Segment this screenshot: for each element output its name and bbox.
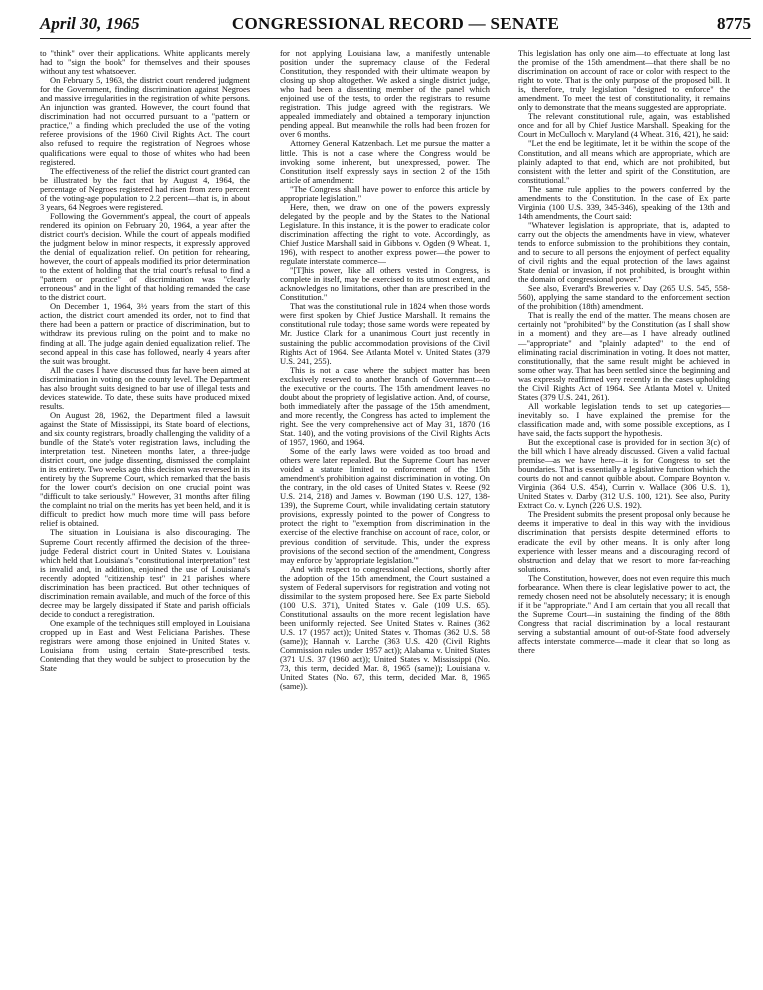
paragraph: The situation in Louisiana is also discouraging. The Supreme Court recently affirmed the decision of the three-judge Federal district court in United States v. Louisiana which held that Louisiana's "constitutional interpretation" test is invalid and, in addition, enjoined the use of Louisiana's recently adopted "citizenship test" in 21 parishes where discrimination has been practiced. But other techniques of discrimination remain available, and much of the force of this decree may be largely dissipated if State and parish officials decide to conduct a reregistration.: [40, 527, 250, 619]
paragraph: The President submits the present proposal only because he deems it imperative to deal in this way with the invidious discrimination that persists despite determined efforts to eradicate the evil by other means. It is only after long experience with lesser means and a discouraging record of obstruction and delay that we resort to more far-reaching solutions.: [518, 509, 730, 574]
paragraph: See also, Everard's Breweries v. Day (265 U.S. 545, 558-560), applying the same standard to the enforcement section of the prohibition (18th) amendment.: [518, 283, 730, 312]
paragraph: The effectiveness of the relief the district court granted can be illustrated by the fact that by August 4, 1964, the percentage of Negroes registered had risen from zero percent of the voting-age population to 2.2 percent—that is, in about 3 years, 64 Negroes were registered.: [40, 165, 250, 212]
paragraph: Following the Government's appeal, the court of appeals rendered its opinion on February 20, 1964, a year after the district court's decision. While the court of appeals modified the judgment below in minor respects, it expressly approved the denial of equalization relief. On petition for rehearing, however, the court of appeals modified its prior determination to the extent of holding that the trial court's refusal to find a "pattern or practice" of discrimination was "clearly erroneous" and in the light of that holding remanded the case to the district court.: [40, 210, 250, 303]
paragraph: to "think" over their applications. White applicants merely had to "sign the book" for themselves and their spouses without any test whatsoever.: [40, 49, 250, 77]
paragraph: Attorney General Katzenbach. Let me pursue the matter a little. This is not a case where the Congress would be invoking some inherent, but unexpressed, power. The Constitution itself expressly says in section 2 of the 15th article of amendment:: [280, 138, 490, 185]
paragraph: All the cases I have discussed thus far have been aimed at discrimination in voting on the county level. The Department has also brought suits designed to bar use of illegal tests and devices statewide. To date, these suits have produced mixed results.: [40, 364, 250, 411]
paragraph: That is really the end of the matter. The means chosen are certainly not "prohibited" by the Constitution (as I shall show in a moment) and they are—as I have already outlined—"appropriate" and "plainly adapted" to the end of eliminating racial discrimination in voting. It does not matter, constitutionally, that the same result might be achieved in some other way. That has been settled since the beginning and was expressly reaffirmed very recently in the cases upholding the Civil Rights Act of 1964. See Atlanta Motel v. United States (379 U.S. 241, 261).: [518, 310, 730, 402]
header-date: April 30, 1965: [40, 14, 140, 33]
paragraph: This legislation has only one aim—to effectuate at long last the promise of the 15th amendment—that there shall be no discrimination on account of race or color with respect to the right to vote. That is the only purpose of the proposed bill. It is, therefore, truly legislation "designed to enforce" the amendment. To meet the test of constitutionality, it remains only to demonstrate that the means suggested are appropriate.: [518, 49, 730, 113]
paragraph: The Constitution, however, does not even require this much forbearance. When there is clear legislative power to act, the remedy chosen need not be absolutely necessary; it is enough if it be "appropriate." And I am certain that you all recall that the Supreme Court—in sustaining the finding of the 88th Congress that racial discrimination by a local restaurant serving a substantial amount of out-of-State food adversely affects interstate commerce—made it clear that so long as there: [518, 572, 730, 656]
header-page-number: 8775: [717, 14, 751, 33]
column-3: [518, 49, 730, 984]
paragraph: Here, then, we draw on one of the powers expressly delegated by the people and by the States to the National Legislature. In this instance, it is the power to eradicate color discrimination affecting the right to vote. Accordingly, as Chief Justice Marshall said in Gibbons v. Ogden (9 Wheat. 1, 196), with respect to another express power—the power to regulate interstate commerce—: [280, 201, 490, 267]
paragraph: And with respect to congressional elections, shortly after the adoption of the 15th amendment, the Court sustained a system of Federal supervisors for registration and voting not dissimilar to the system proposed here. See Ex parte Siebold (100 U.S. 371), United States v. Gale (109 U.S. 65). Constitutional assaults on the more recent legislation have been uniformly rejected. See United States v. Raines (362 U.S. 17 (1957 act)); United States v. Thomas (362 U.S. 58 (same)); Hannah v. Larche (363 U.S. 420 (Civil Rights Commission rules under 1957 act)); Alabama v. United States (371 U.S. 37 (1960 act)); United States v. Mississippi (No. 73, this term, decided Mar. 8, 1965 (same)); Louisiana v. United States (No. 67, this term, decided Mar. 8, 1965 (same)).: [280, 563, 490, 692]
paragraph: This is not a case where the subject matter has been exclusively reserved to another branch of Government—to the executive or the courts. The 15th amendment leaves no doubt about the propriety of legislative action. And, of course, both immediately after the passage of the 15th amendment, and more recently, the Congress has acted to implement the right. See the very comprehensive act of May 31, 1870 (16 Stat. 140), and the voting provisions of the Civil Rights Acts of 1957, 1960, and 1964.: [280, 364, 490, 448]
page-header: [40, 8, 751, 39]
paragraph: On December 1, 1964, 3½ years from the start of this action, the district court amended its order, not to find that there had been a pattern or practice of discrimination, but to withdraw its previous ruling on the point and to make no finding at all. The judge again denied equalization relief. The second appeal in this case has followed, nearly 4 years after the suit was brought.: [40, 301, 250, 366]
paragraph: That was the constitutional rule in 1824 when those words were first spoken by Chief Justice Marshall. It remains the constitutional rule today; those same words were repeated by Mr. Justice Clark for a unanimous Court just recently in sustaining the public accommodation provisions of the Civil Rights Act of 1964. See Atlanta Motel v. United States (379 U.S. 241, 255).: [280, 301, 490, 366]
header-title: CONGRESSIONAL RECORD — SENATE: [231, 14, 560, 33]
text-columns: [40, 49, 749, 984]
paragraph: On August 28, 1962, the Department filed a lawsuit against the State of Mississippi, its State board of elections, and six county registrars, broadly challenging the validity of a bundle of the State's voter registration laws, including the interpretation test. Nineteen months later, a three-judge district court, one judge dissenting, dismissed the complaint in its entirety. Two weeks ago this decision was reversed in its entirety by the Supreme Court, which remarked that the basis for the lower court's decision on one crucial point was "difficult to take seriously." However, 31 months after filing the complaint no trial on the merits has yet been held, and it is difficult to predict how much more time will pass before relief is obtained.: [40, 409, 250, 529]
paragraph: All workable legislation tends to set up categories—inevitably so. I have explained the premise for the classification made and, with some possible exceptions, as I have said, the facts support the hypothesis.: [518, 400, 730, 438]
paragraph: The relevant constitutional rule, again, was established once and for all by Chief Justice Marshall. Speaking for the Court in McCulloch v. Maryland (4 Wheat. 316, 421), he said:: [518, 111, 730, 140]
quotation: "Whatever legislation is appropriate, that is, adapted to carry out the objects the amendments have in view, whatever tends to enforce submission to the prohibitions they contain, and to secure to all persons the enjoyment of perfect equality of civil rights and the equal protection of the laws against State denial or invasion, if not prohibited, is brought within the domain of congressional power.": [518, 219, 730, 285]
paragraph: On February 5, 1963, the district court rendered judgment for the Government, finding discrimination against Negroes and massive irregularities in the registration of white persons. An injunction was granted. However, the court found that discrimination had not occurred pursuant to a "pattern or practice," a finding which precluded the use of the voting referee provisions of the 1960 Civil Rights Act. The court also refused to require the registration of Negroes whose qualifications were equal to those of whites who had been registered.: [40, 75, 250, 167]
quotation: "Let the end be legitimate, let it be within the scope of the Constitution, and all means which are appropriate, which are plainly adapted to that end, which are not prohibited, but consistent with the letter and spirit of the Constitution, are constitutional.": [518, 138, 730, 185]
quotation: "[T]his power, like all others vested in Congress, is complete in itself, may be exercised to its utmost extent, and acknowledges no limitations, other than are prescribed in the Constitution.": [280, 265, 490, 303]
quotation: "The Congress shall have power to enforce this article by appropriate legislation.": [280, 183, 490, 203]
paragraph: But the exceptional case is provided for in section 3(c) of the bill which I have already discussed. Given a valid factual premise—as we have here—it is for Congress to set the boundaries. That is essentially a legislative function which the courts do not and cannot quibble about. Compare Boynton v. Virginia (364 U.S. 454), Currin v. Wallace (306 U.S. 1), United States v. Darby (312 U.S. 100, 121). See also, Purity Extract Co. v. Lynch (226 U.S. 192).: [518, 437, 730, 511]
paragraph: Some of the early laws were voided as too broad and others were later repealed. But the Supreme Court has never voided a statute limited to enforcement of the 15th amendment's prohibition against discrimination in voting. On the contrary, in the old cases of United States v. Reese (92 U.S. 214, 218) and James v. Bowman (190 U.S. 127, 138-139), the Supreme Court, while invalidating certain statutory provisions, expressly pointed to the power of Congress to protect the right to "exemption from discrimination in the exercise of the elective franchise on account of race, color, or previous condition of servitude. This, under the express provisions of the second section of the amendment, Congress may enforce by 'appropriate legislation.'": [280, 446, 490, 565]
column-2: [280, 49, 490, 984]
paragraph: One example of the techniques still employed in Louisiana cropped up in East and West Feliciana Parishes. These registrars were among those enjoined in United States v. Louisiana from using certain State-prescribed tests. Contending that they would be subject to prosecution by the State: [40, 617, 250, 674]
paragraph: for not applying Louisiana law, a manifestly untenable position under the supremacy clause of the Federal Constitution, they responded with their ultimate weapon by closing up shop altogether. We asked a single district judge, who had been a dissenting member of the panel which enjoined use of the tests, to order the registrars to resume registration. This judge agreed with the registrars. We appealed immediately and obtained a temporary injunction pending appeal. But meanwhile the rolls had been frozen for over 6 months.: [280, 49, 490, 140]
column-1: [40, 49, 250, 984]
paragraph: The same rule applies to the powers conferred by the amendments to the Constitution. In the case of Ex parte Virginia (100 U.S. 339, 345-346), speaking of the 13th and 14th amendments, the Court said:: [518, 183, 730, 221]
